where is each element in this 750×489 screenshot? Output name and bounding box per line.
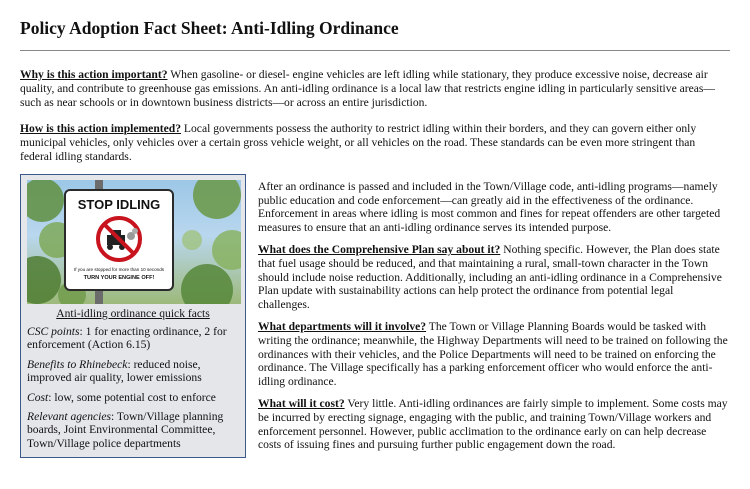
- how-body: Local governments possess the authority to restrict idling within their borders, and they can govern either only municipal vehicles, only vehicles over a certain gross vehicle weight, or all vehicles on the road. These standards can be even more stringent than federal idling standards.: [20, 122, 697, 164]
- plan-body: Nothing specific. However, the Plan does state that fuel usage should be reduced, and that maintaining a rural, small-town character in the Town should include noise reduction. Additionally, including an anti-idling ordinance in a Comprehensive Plan update with sustainability actions can help protect the ordinance from potential legal challenges.: [258, 243, 722, 311]
- fact-benefits: [27, 358, 243, 385]
- cost-heading: What will it cost?: [258, 397, 345, 411]
- quick-facts-box: [20, 174, 246, 458]
- departments-body: The Town or Village Planning Boards would be tasked with writing the ordinance; meanwhile, the Highway Departments will need to be trained on following the ordinances with their vehicles, and the Police Departments will need to be trained on enforcing the ordinance. The Village specifically has a parking enforcement officer who would enforce the anti-idling ordinance.: [258, 320, 728, 388]
- fact-label: Cost: [27, 390, 49, 404]
- why-paragraph: [20, 68, 725, 111]
- how-heading: How is this action implemented?: [20, 122, 182, 135]
- stop-idling-sign-photo: [27, 180, 241, 304]
- fact-label: Benefits to Rhinebeck: [27, 357, 128, 371]
- fact-text: : 1 for enacting ordinance, 2 for enforcement (Action 6.15): [27, 325, 227, 352]
- sign-line-1: If you are stopped for more than 10 seconds: [73, 267, 165, 272]
- quick-facts-list: [27, 325, 243, 456]
- fact-text: : Town/Village planning boards, Joint Environmental Committee, Town/Village police departments: [27, 410, 224, 450]
- cost-body: Very little. Anti-idling ordinances are fairly simple to implement. Some costs may be incurred by erecting signage, engaging with the public, and training Town/Village workers and enforcement personnel. However, public acclimation to the ordinance early on can help decrease costs of issuing fines and pursuing further public engagement down the road.: [258, 397, 728, 452]
- fact-text: : low, some potential cost to enforce: [48, 390, 216, 404]
- fact-csc-points: [27, 325, 243, 352]
- right-column: [258, 180, 728, 461]
- intro-paragraph: After an ordinance is passed and included in the Town/Village code, anti-idling programs—namely public education and code enforcement—can greatly aid in the effectiveness of the ordinance. Enforcement in areas where idling is most common and fines for repeat offenders are other targeted measures to ensure that an anti-idling ordinance serves its intended purpose.: [258, 180, 721, 234]
- why-body: When gasoline- or diesel- engine vehicles are left idling while stationary, they produce excessive noise, decrease air quality, and contribute to greenhouse gas emissions. An anti-idling ordinance is a local law that restricts engine idling in particularly sensitive areas—such as near schools or in downtown business districts—or across an entire jurisdiction.: [20, 68, 716, 110]
- title-divider: [20, 50, 730, 51]
- fact-agencies: [27, 410, 243, 450]
- departments-paragraph: [258, 320, 728, 388]
- page-title: Policy Adoption Fact Sheet: Anti-Idling Ordinance: [20, 18, 399, 38]
- how-paragraph: [20, 122, 725, 165]
- sign-line-2: TURN YOUR ENGINE OFF!: [83, 275, 155, 281]
- fact-cost: [27, 391, 243, 404]
- cost-paragraph: [258, 397, 728, 451]
- why-heading: Why is this action important?: [20, 68, 168, 81]
- sign-title: STOP IDLING: [77, 197, 161, 212]
- plan-paragraph: [258, 243, 728, 311]
- quick-facts-caption: Anti-idling ordinance quick facts: [56, 307, 210, 320]
- plan-heading: What does the Comprehensive Plan say about it?: [258, 243, 501, 257]
- departments-heading: What departments will it involve?: [258, 320, 427, 334]
- fact-label: CSC points: [27, 325, 80, 338]
- fact-label: Relevant agencies: [27, 410, 112, 424]
- fact-text: : reduced noise, improved air quality, lower emissions: [27, 357, 202, 385]
